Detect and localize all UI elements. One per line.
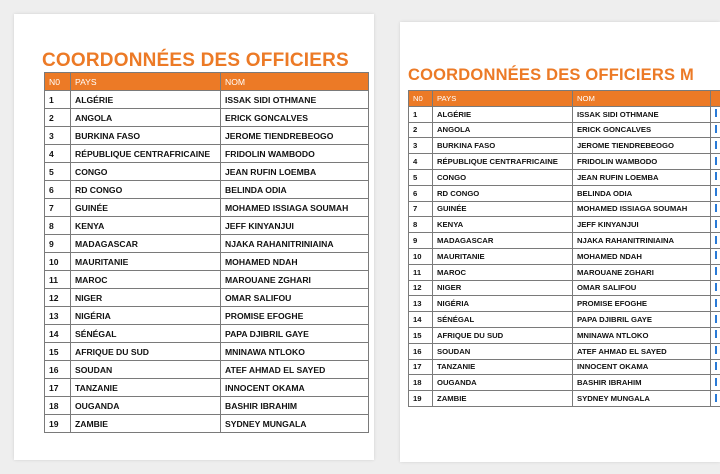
- cell-country: ALGÉRIE: [433, 106, 573, 122]
- cell-name: ISSAK SIDI OTHMANE: [221, 91, 369, 109]
- table-row: [409, 359, 720, 375]
- cell-country: CONGO: [71, 163, 221, 181]
- cell-name: OMAR SALIFOU: [221, 289, 369, 307]
- cell-name: SYDNEY MUNGALA: [221, 415, 369, 433]
- cell-name: FRIDOLIN WAMBODO: [573, 154, 711, 170]
- cell-name: MAROUANE ZGHARI: [221, 271, 369, 289]
- cropped-link-mark: [715, 172, 717, 180]
- cell-number: 6: [45, 181, 71, 199]
- cell-number: 17: [409, 359, 433, 375]
- column-header-no: N0: [45, 73, 71, 91]
- cell-cropped: [711, 201, 720, 217]
- cell-number: 16: [409, 343, 433, 359]
- cell-name: JEROME TIENDREBEOGO: [573, 138, 711, 154]
- cell-name: NJAKA RAHANITRINIAINA: [573, 233, 711, 249]
- officers-table: [408, 90, 720, 407]
- cell-country: TANZANIE: [433, 359, 573, 375]
- cell-name: JEFF KINYANJUI: [573, 217, 711, 233]
- cell-number: 18: [409, 375, 433, 391]
- cell-country: OUGANDA: [71, 397, 221, 415]
- column-header-cropped: [711, 91, 720, 107]
- cell-number: 14: [409, 312, 433, 328]
- cell-number: 17: [45, 379, 71, 397]
- cell-name: PAPA DJIBRIL GAYE: [221, 325, 369, 343]
- table-row: [409, 280, 720, 296]
- cell-name: BASHIR IBRAHIM: [573, 375, 711, 391]
- table-row: [409, 122, 720, 138]
- cell-cropped: [711, 343, 720, 359]
- cropped-link-mark: [715, 378, 717, 386]
- table-row: [45, 163, 369, 181]
- table-row: [409, 169, 720, 185]
- cell-country: MAURITANIE: [433, 248, 573, 264]
- table-row: [45, 415, 369, 433]
- cell-name: MOHAMED NDAH: [573, 248, 711, 264]
- cell-name: NJAKA RAHANITRINIAINA: [221, 235, 369, 253]
- cell-country: RÉPUBLIQUE CENTRAFRICAINE: [433, 154, 573, 170]
- cell-country: MADAGASCAR: [433, 233, 573, 249]
- cell-country: MAURITANIE: [71, 253, 221, 271]
- table-row: [45, 181, 369, 199]
- officers-table: [44, 72, 369, 433]
- cell-country: TANZANIE: [71, 379, 221, 397]
- cell-name: ERICK GONCALVES: [221, 109, 369, 127]
- cropped-link-mark: [715, 109, 717, 117]
- cell-country: OUGANDA: [433, 375, 573, 391]
- cell-number: 5: [45, 163, 71, 181]
- cell-country: KENYA: [433, 217, 573, 233]
- column-header-no: N0: [409, 91, 433, 107]
- table-row: [45, 109, 369, 127]
- cell-name: OMAR SALIFOU: [573, 280, 711, 296]
- document-title: COORDONNÉES DES OFFICIERS M: [408, 66, 694, 84]
- table-row: [409, 185, 720, 201]
- table-row: [45, 325, 369, 343]
- cell-name: ATEF AHMAD EL SAYED: [221, 361, 369, 379]
- cell-name: JEFF KINYANJUI: [221, 217, 369, 235]
- cropped-link-mark: [715, 346, 717, 354]
- cell-country: CONGO: [433, 169, 573, 185]
- table-row: [409, 106, 720, 122]
- cell-name: INNOCENT OKAMA: [221, 379, 369, 397]
- cropped-link-mark: [715, 394, 717, 402]
- table-row: [409, 248, 720, 264]
- cell-country: SÉNÉGAL: [71, 325, 221, 343]
- cell-name: INNOCENT OKAMA: [573, 359, 711, 375]
- cell-name: BELINDA ODIA: [221, 181, 369, 199]
- cropped-link-mark: [715, 315, 717, 323]
- cell-name: MOHAMED ISSIAGA SOUMAH: [573, 201, 711, 217]
- cell-number: 18: [45, 397, 71, 415]
- cropped-link-mark: [715, 157, 717, 165]
- cell-name: SYDNEY MUNGALA: [573, 391, 711, 407]
- cell-name: JEAN RUFIN LOEMBA: [573, 169, 711, 185]
- cell-cropped: [711, 248, 720, 264]
- cell-cropped: [711, 106, 720, 122]
- cell-number: 3: [45, 127, 71, 145]
- table-row: [45, 91, 369, 109]
- table-row: [45, 271, 369, 289]
- table-row: [409, 154, 720, 170]
- cell-number: 11: [409, 264, 433, 280]
- table-row: [45, 253, 369, 271]
- cell-number: 19: [409, 391, 433, 407]
- cell-country: NIGER: [433, 280, 573, 296]
- cell-number: 8: [45, 217, 71, 235]
- cell-country: MAROC: [71, 271, 221, 289]
- cell-cropped: [711, 375, 720, 391]
- cell-cropped: [711, 327, 720, 343]
- cell-cropped: [711, 233, 720, 249]
- cell-name: BASHIR IBRAHIM: [221, 397, 369, 415]
- cropped-link-mark: [715, 267, 717, 275]
- document-title: COORDONNÉES DES OFFICIERS: [42, 50, 349, 71]
- cell-country: KENYA: [71, 217, 221, 235]
- cell-number: 8: [409, 217, 433, 233]
- cell-number: 4: [409, 154, 433, 170]
- cell-number: 13: [409, 296, 433, 312]
- cell-name: FRIDOLIN WAMBODO: [221, 145, 369, 163]
- cell-cropped: [711, 122, 720, 138]
- cell-number: 7: [409, 201, 433, 217]
- cropped-link-mark: [715, 204, 717, 212]
- cell-country: NIGÉRIA: [433, 296, 573, 312]
- cell-number: 7: [45, 199, 71, 217]
- cell-country: NIGÉRIA: [71, 307, 221, 325]
- cell-name: MOHAMED ISSIAGA SOUMAH: [221, 199, 369, 217]
- cell-name: JEROME TIENDREBEOGO: [221, 127, 369, 145]
- cell-name: ATEF AHMAD EL SAYED: [573, 343, 711, 359]
- table-row: [409, 296, 720, 312]
- table-row: [45, 217, 369, 235]
- cell-cropped: [711, 280, 720, 296]
- cell-country: ZAMBIE: [433, 391, 573, 407]
- column-header-pays: PAYS: [71, 73, 221, 91]
- cell-cropped: [711, 185, 720, 201]
- cell-country: GUINÉE: [71, 199, 221, 217]
- cropped-link-mark: [715, 299, 717, 307]
- table-row: [45, 361, 369, 379]
- table-header-row: [45, 73, 369, 91]
- table-row: [45, 199, 369, 217]
- table-row: [45, 145, 369, 163]
- table-row: [409, 312, 720, 328]
- table-row: [45, 289, 369, 307]
- cell-cropped: [711, 312, 720, 328]
- cell-name: PAPA DJIBRIL GAYE: [573, 312, 711, 328]
- table-header-row: [409, 91, 720, 107]
- cell-name: MAROUANE ZGHARI: [573, 264, 711, 280]
- cell-country: NIGER: [71, 289, 221, 307]
- cell-name: MOHAMED NDAH: [221, 253, 369, 271]
- cropped-link-mark: [715, 125, 717, 133]
- cell-country: SOUDAN: [71, 361, 221, 379]
- column-header-nom: NOM: [573, 91, 711, 107]
- cell-country: RD CONGO: [71, 181, 221, 199]
- cell-name: PROMISE EFOGHE: [221, 307, 369, 325]
- cell-country: MADAGASCAR: [71, 235, 221, 253]
- cell-cropped: [711, 138, 720, 154]
- cell-cropped: [711, 217, 720, 233]
- cell-number: 2: [409, 122, 433, 138]
- table-row: [45, 397, 369, 415]
- table-row: [409, 391, 720, 407]
- cell-number: 4: [45, 145, 71, 163]
- cell-number: 10: [45, 253, 71, 271]
- table-row: [409, 217, 720, 233]
- cell-country: GUINÉE: [433, 201, 573, 217]
- document-page-left: [14, 14, 374, 460]
- cell-name: PROMISE EFOGHE: [573, 296, 711, 312]
- cell-number: 9: [409, 233, 433, 249]
- table-row: [45, 235, 369, 253]
- cropped-link-mark: [715, 251, 717, 259]
- table-row: [409, 264, 720, 280]
- cropped-link-mark: [715, 362, 717, 370]
- cell-country: ANGOLA: [71, 109, 221, 127]
- cell-number: 19: [45, 415, 71, 433]
- cell-country: SÉNÉGAL: [433, 312, 573, 328]
- cell-country: SOUDAN: [433, 343, 573, 359]
- cell-cropped: [711, 296, 720, 312]
- table-row: [409, 343, 720, 359]
- column-header-nom: NOM: [221, 73, 369, 91]
- column-header-pays: PAYS: [433, 91, 573, 107]
- cropped-link-mark: [715, 188, 717, 196]
- table-row: [45, 343, 369, 361]
- cropped-link-mark: [715, 236, 717, 244]
- table-row: [45, 379, 369, 397]
- cell-name: ISSAK SIDI OTHMANE: [573, 106, 711, 122]
- cropped-link-mark: [715, 283, 717, 291]
- cell-number: 3: [409, 138, 433, 154]
- cell-country: AFRIQUE DU SUD: [71, 343, 221, 361]
- cell-name: MNINAWA NTLOKO: [573, 327, 711, 343]
- cell-number: 12: [45, 289, 71, 307]
- cell-cropped: [711, 359, 720, 375]
- cell-number: 6: [409, 185, 433, 201]
- cell-cropped: [711, 391, 720, 407]
- cell-cropped: [711, 264, 720, 280]
- cell-name: ERICK GONCALVES: [573, 122, 711, 138]
- cell-number: 14: [45, 325, 71, 343]
- cell-country: ALGÉRIE: [71, 91, 221, 109]
- cell-country: AFRIQUE DU SUD: [433, 327, 573, 343]
- cell-number: 16: [45, 361, 71, 379]
- table-row: [45, 307, 369, 325]
- cell-number: 2: [45, 109, 71, 127]
- cell-cropped: [711, 154, 720, 170]
- table-row: [45, 127, 369, 145]
- table-row: [409, 233, 720, 249]
- cell-country: MAROC: [433, 264, 573, 280]
- cell-country: BURKINA FASO: [71, 127, 221, 145]
- cell-number: 12: [409, 280, 433, 296]
- cropped-link-mark: [715, 220, 717, 228]
- table-row: [409, 201, 720, 217]
- cell-number: 5: [409, 169, 433, 185]
- cell-country: ZAMBIE: [71, 415, 221, 433]
- cell-number: 10: [409, 248, 433, 264]
- cropped-link-mark: [715, 141, 717, 149]
- cell-cropped: [711, 169, 720, 185]
- cell-number: 15: [45, 343, 71, 361]
- table-row: [409, 138, 720, 154]
- cell-country: BURKINA FASO: [433, 138, 573, 154]
- cell-number: 1: [409, 106, 433, 122]
- cell-number: 11: [45, 271, 71, 289]
- document-page-right: [400, 22, 720, 462]
- table-row: [409, 327, 720, 343]
- cell-number: 9: [45, 235, 71, 253]
- cell-name: MNINAWA NTLOKO: [221, 343, 369, 361]
- cell-name: BELINDA ODIA: [573, 185, 711, 201]
- cell-name: JEAN RUFIN LOEMBA: [221, 163, 369, 181]
- cell-country: ANGOLA: [433, 122, 573, 138]
- cell-number: 15: [409, 327, 433, 343]
- cell-country: RÉPUBLIQUE CENTRAFRICAINE: [71, 145, 221, 163]
- table-row: [409, 375, 720, 391]
- cell-country: RD CONGO: [433, 185, 573, 201]
- cell-number: 1: [45, 91, 71, 109]
- cell-number: 13: [45, 307, 71, 325]
- cropped-link-mark: [715, 330, 717, 338]
